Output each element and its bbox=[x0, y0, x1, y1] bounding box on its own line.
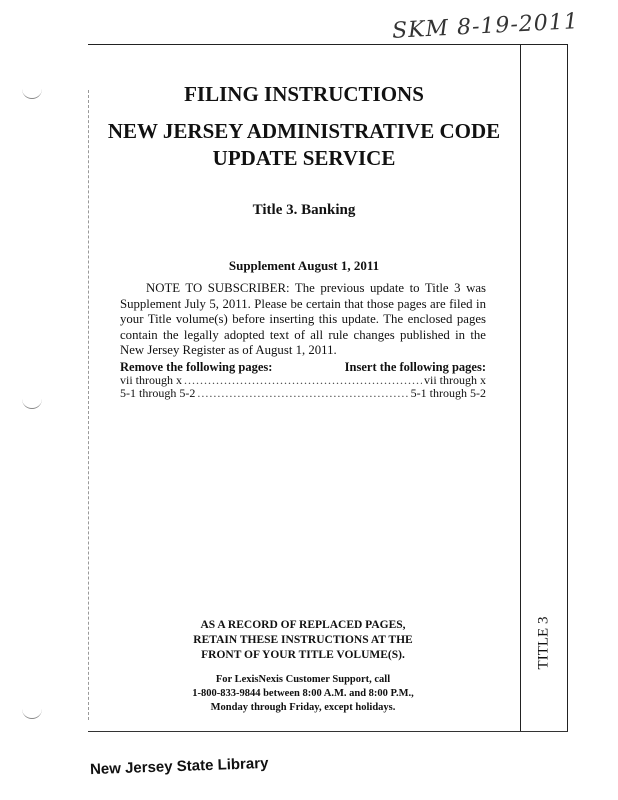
punch-hole-mark bbox=[22, 398, 42, 409]
punch-hole-mark bbox=[22, 88, 42, 99]
library-stamp: New Jersey State Library bbox=[89, 754, 269, 779]
insert-header: Insert the following pages: bbox=[344, 360, 486, 374]
tab-label: TITLE 3 bbox=[535, 616, 552, 670]
title-number: Title 3. Banking bbox=[252, 202, 356, 218]
punch-hole-mark bbox=[22, 708, 42, 719]
filing-instructions-title: FILING INSTRUCTIONS bbox=[184, 82, 424, 106]
remove-pages: 5-1 through 5-2 bbox=[120, 386, 196, 400]
left-margin-marks bbox=[88, 90, 89, 720]
table-row bbox=[120, 386, 486, 401]
insert-pages: 5-1 through 5-2 bbox=[410, 386, 486, 400]
remove-pages: vii through x bbox=[120, 373, 182, 387]
supplement-date: Supplement August 1, 2011 bbox=[228, 258, 380, 273]
handwritten-note: SKM 8-19-2011 bbox=[391, 9, 580, 44]
code-title: NEW JERSEY ADMINISTRATIVE CODE UPDATE SERVICE bbox=[107, 119, 501, 170]
dot-leader bbox=[197, 386, 408, 401]
record-instructions: AS A RECORD OF REPLACED PAGES, RETAIN THESE INSTRUCTIONS AT THE FRONT OF YOUR TITLE VOLUME(S). bbox=[193, 619, 413, 661]
bottom-border bbox=[88, 731, 568, 732]
insert-pages: vii through x bbox=[424, 373, 486, 387]
title-tab bbox=[523, 598, 565, 688]
subscriber-note: NOTE TO SUBSCRIBER: The previous update to Title 3 was Supplement July 5, 2011. Please be certain that those pages are filed in your Title volume(s) before inserting this update. The enclosed pages contain the legally adopted text of all rule changes published in the New Jersey Register as of August 1, 2011. bbox=[120, 281, 486, 357]
customer-support-note: For LexisNexis Customer Support, call 1-800-833-9844 between 8:00 A.M. and 8:00 P.M., Monday through Friday, except holidays. bbox=[192, 674, 414, 713]
remove-header: Remove the following pages: bbox=[120, 360, 273, 374]
top-border bbox=[88, 44, 568, 45]
